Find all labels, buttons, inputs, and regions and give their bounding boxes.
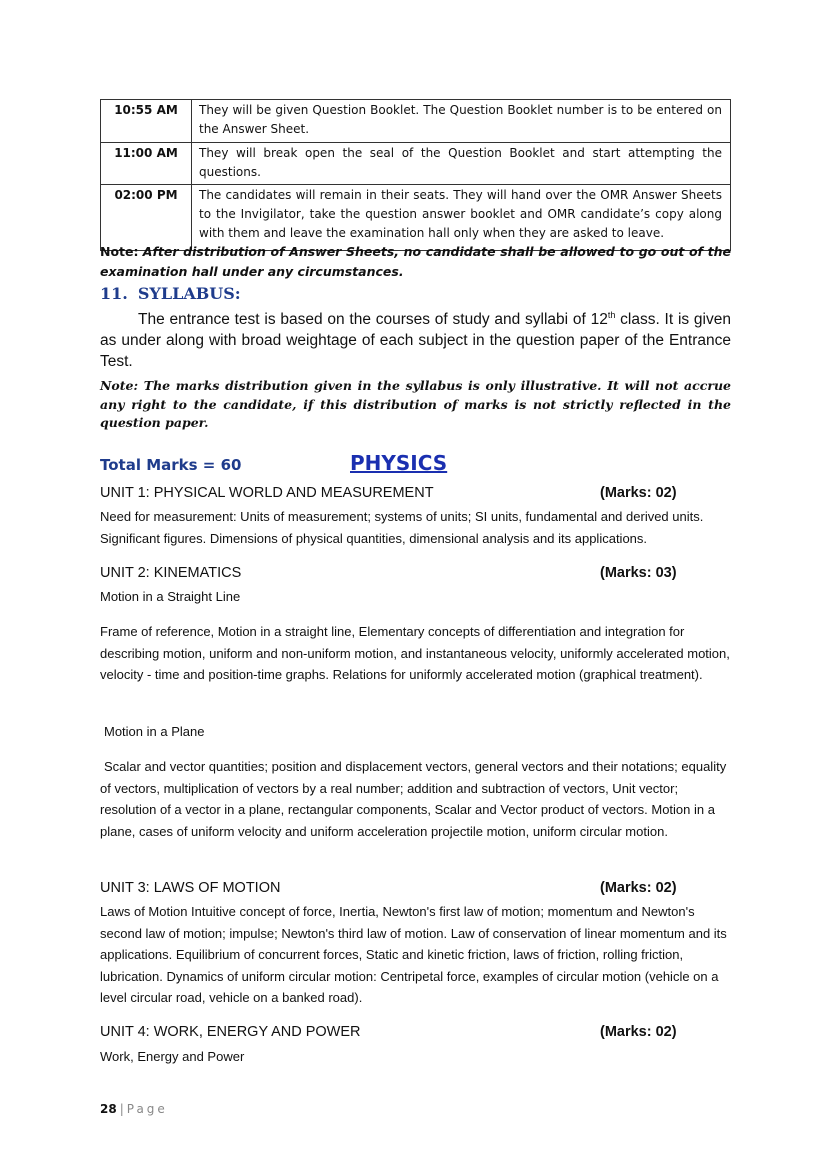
section-title: SYLLABUS: [137,284,241,303]
unit-description-text: Scalar and vector quantities; position and displacement vectors, general vectors and their notations; equality of vectors, multiplication of vectors by a real number; addition and subtraction of vectors, Unit vector; resolution of a vector in a plane, rectangular components, Scalar and Vector product of vectors. Motion in a plane, cases of uniform velocity and uniform acceleration projectile motion, uniform circular motion. [100,759,727,839]
unit-title: UNIT 4: WORK, ENERGY AND POWER [100,1024,361,1040]
unit-description [100,756,731,842]
unit-description: Laws of Motion Intuitive concept of force, Inertia, Newton's first law of motion; momentum and Newton's second law of motion; impulse; Newton's third law of motion. Law of conservation of linear momentum and its applications. Equilibrium of concurrent forces, Static and kinetic friction, laws of friction, rolling friction, lubrication. Dynamics of uniform circular motion: Centripetal force, examples of circular motion (vehicle on a level circular road, vehicle on a banked road). [100,904,727,1005]
exam-schedule-table [100,99,731,251]
unit-title: UNIT 3: LAWS OF MOTION [100,880,281,896]
schedule-description: They will break open the seal of the Question Booklet and start attempting the questions. [192,143,731,185]
total-marks: Total Marks = 60 [100,456,242,474]
intro-text-part1: The entrance test is based on the courses of study and syllabi of 12 [138,311,608,328]
unit-marks: (Marks: 02) [600,1024,677,1040]
unit-title: UNIT 1: PHYSICAL WORLD AND MEASUREMENT [100,485,434,501]
unit-description: Need for measurement: Units of measurement; systems of units; SI units, fundamental and derived units. Significant figures. Dimensions of physical quantities, dimensional analysis and its applications. [100,509,704,546]
unit-title: UNIT 2: KINEMATICS [100,565,242,581]
schedule-description: They will be given Question Booklet. The Question Booklet number is to be entered on the Answer Sheet. [192,100,731,143]
answer-sheet-note [100,242,731,282]
schedule-time: 02:00 PM [101,185,192,251]
unit-subheading: Motion in a Straight Line [100,589,241,604]
section-heading [100,284,241,303]
schedule-time: 10:55 AM [101,100,192,143]
unit-heading [100,1024,700,1044]
note-label: Note: [100,244,139,259]
section-number: 11. [100,284,128,303]
unit-marks: (Marks: 03) [600,565,677,581]
table-row [101,100,731,143]
unit-description: Frame of reference, Motion in a straight line, Elementary concepts of differentiation and integration for describing motion, uniform and non-uniform motion, and instantaneous velocity, uniformly accelerated motion, velocity - time and position-time graphs. Relations for uniformly accelerated motion (graphical treatment). [100,624,730,682]
page-label: Page [126,1102,168,1116]
table-row [101,143,731,185]
unit-marks: (Marks: 02) [600,485,677,501]
unit-subheading: Motion in a Plane [104,724,205,739]
schedule-description: The candidates will remain in their seats. They will hand over the OMR Answer Sheets to the Invigilator, take the question answer booklet and OMR candidate’s copy along with them and leave the examination hall only when they are asked to leave. [192,185,731,251]
footer-separator: | [119,1102,124,1116]
table-row [101,185,731,251]
note-text: After distribution of Answer Sheets, no candidate shall be allowed to go out of the examination hall under any circumstances. [100,244,731,279]
schedule-time: 11:00 AM [101,143,192,185]
unit-heading [100,485,700,505]
page-number: 28 [100,1102,117,1116]
unit-description: Work, Energy and Power [100,1049,245,1064]
intro-superscript: th [607,309,616,320]
syllabus-intro [100,309,731,372]
page-footer [100,1102,168,1116]
subject-title: PHYSICS [350,451,448,475]
unit-heading [100,565,700,585]
unit-marks: (Marks: 02) [600,880,677,896]
intro-text-part2: class. It is given as under along with broad weightage of each subject in the question paper of the Entrance Test. [100,311,731,370]
marks-distribution-note: Note: The marks distribution given in the syllabus is only illustrative. It will not accrue any right to the candidate, if this distribution of marks is not strictly reflected in the question paper. [100,378,731,430]
unit-heading [100,880,700,900]
